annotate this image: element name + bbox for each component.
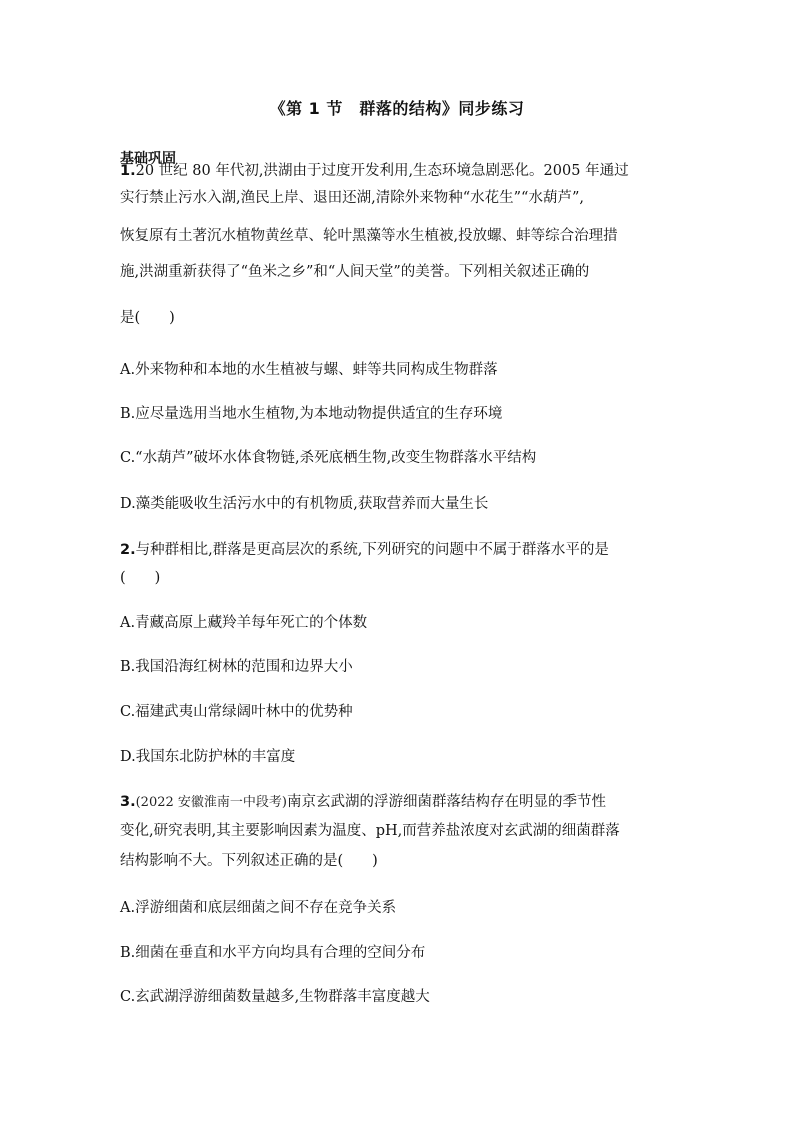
question-2-line-1 [120, 540, 609, 560]
question-2-option-c: C.福建武夷山常绿阔叶林中的优势种 [120, 704, 353, 720]
question-1-option-a: A.外来物种和本地的水生植被与螺、蚌等共同构成生物群落 [120, 362, 498, 378]
question-3-number: 3. [120, 794, 136, 810]
question-1-text: 20 世纪 80 年代初,洪湖由于过度开发利用,生态环境急剧恶化。2005 年通过 [135, 163, 629, 179]
question-2-option-b: B.我国沿海红树林的范围和边界大小 [120, 659, 353, 675]
question-1-line-3: 恢复原有土著沉水植物黄丝草、轮叶黑藻等水生植被,投放螺、蚌等综合治理措 [120, 228, 618, 244]
question-2-line-2: ( ) [120, 570, 161, 586]
question-3-text: 南京玄武湖的浮游细菌群落结构存在明显的季节性 [286, 794, 606, 810]
question-1-line-4: 施,洪湖重新获得了“鱼米之乡”和“人间天堂”的美誉。下列相关叙述正确的 [120, 264, 590, 280]
question-3-line-1 [120, 792, 606, 813]
question-1-line-1 [120, 161, 629, 181]
section-heading: 基础巩固 [120, 151, 176, 167]
question-1-option-b: B.应尽量选用当地水生植物,为本地动物提供适宜的生存环境 [120, 406, 503, 422]
question-3-option-b: B.细菌在垂直和水平方向均具有合理的空间分布 [120, 945, 426, 961]
question-3-source: (2022 安徽淮南一中段考) [135, 795, 287, 810]
question-3-line-2: 变化,研究表明,其主要影响因素为温度、pH,而营养盐浓度对玄武湖的细菌群落 [120, 823, 620, 839]
question-1-line-2: 实行禁止污水入湖,渔民上岸、退田还湖,清除外来物种“水花生”“水葫芦”, [120, 190, 584, 206]
question-1-option-c: C.“水葫芦”破坏水体食物链,杀死底栖生物,改变生物群落水平结构 [120, 450, 537, 466]
question-2-option-a: A.青藏高原上藏羚羊每年死亡的个体数 [120, 615, 368, 631]
question-2-text: 与种群相比,群落是更高层次的系统,下列研究的问题中不属于群落水平的是 [135, 542, 609, 558]
question-1-line-5: 是( ) [120, 310, 175, 326]
question-2-option-d: D.我国东北防护林的丰富度 [120, 749, 296, 765]
question-1-number: 1. [120, 163, 136, 179]
question-3-line-3: 结构影响不大。下列叙述正确的是( ) [120, 853, 378, 869]
question-3-option-c: C.玄武湖浮游细菌数量越多,生物群落丰富度越大 [120, 989, 430, 1005]
question-1-option-d: D.藻类能吸收生活污水中的有机物质,获取营养而大量生长 [120, 496, 489, 512]
question-3-option-a: A.浮游细菌和底层细菌之间不存在竞争关系 [120, 900, 397, 916]
page-title: 《第 1 节 群落的结构》同步练习 [269, 99, 525, 118]
question-2-number: 2. [120, 542, 136, 558]
